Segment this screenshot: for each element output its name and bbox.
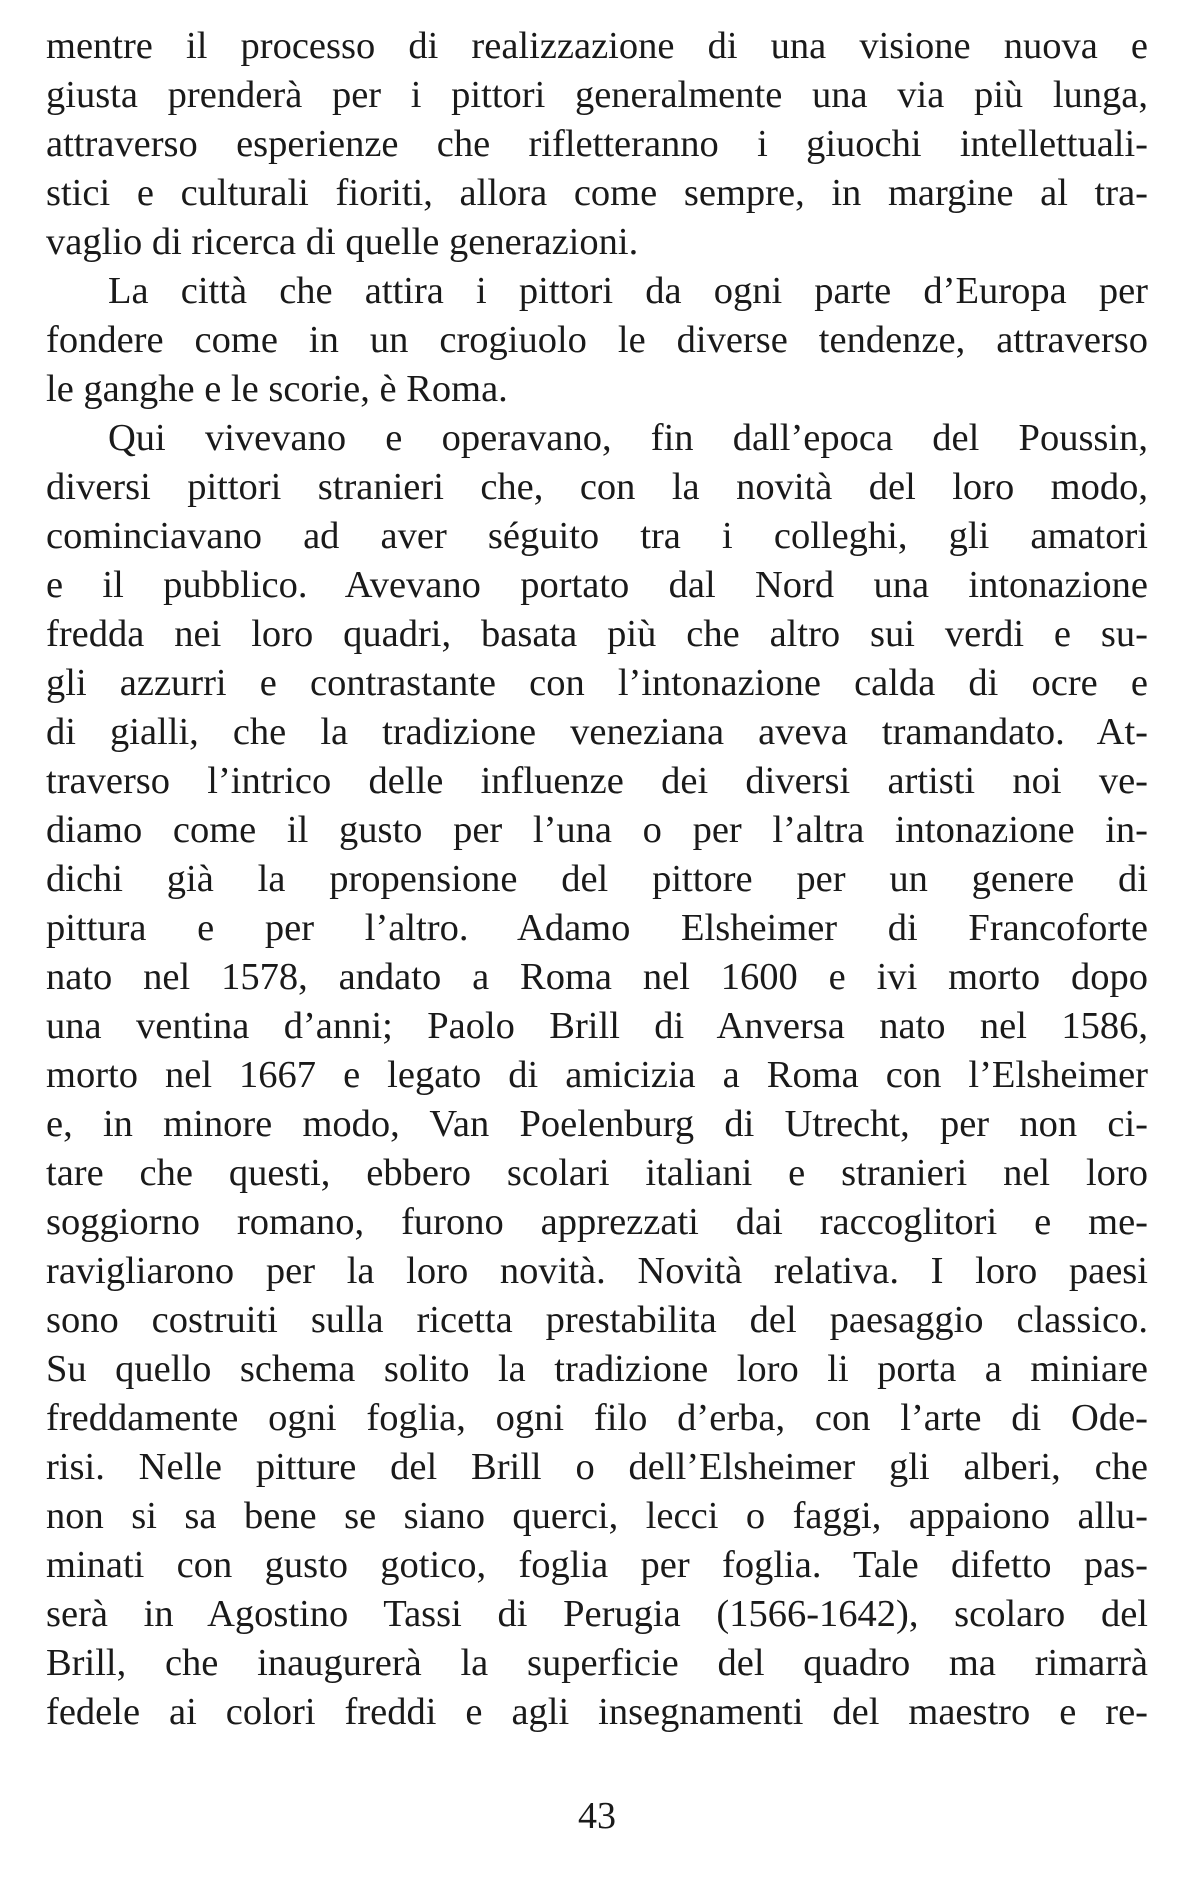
text-line: e il pubblico. Avevano portato dal Nord una intonazione [46, 564, 1148, 606]
text-line: nato nel 1578, andato a Roma nel 1600 e ivi morto dopo [46, 956, 1148, 998]
text-line: stici e culturali fioriti, allora come sempre, in margine al tra- [46, 172, 1148, 214]
text-line: pittura e per l’altro. Adamo Elsheimer di Francoforte [46, 907, 1148, 949]
text-line: fedele ai colori freddi e agli insegnamenti del maestro e re- [46, 1691, 1148, 1733]
text-line: diamo come il gusto per l’una o per l’altra intonazione in- [46, 809, 1148, 851]
text-line: tare che questi, ebbero scolari italiani e stranieri nel loro [46, 1152, 1148, 1194]
text-line: non si sa bene se siano querci, lecci o faggi, appaiono allu- [46, 1495, 1148, 1537]
body-text [46, 22, 1148, 1737]
text-line: traverso l’intrico delle influenze dei diversi artisti noi ve- [46, 760, 1148, 802]
text-line: soggiorno romano, furono apprezzati dai raccoglitori e me- [46, 1201, 1148, 1243]
text-line: attraverso esperienze che rifletteranno i giuochi intellettuali- [46, 123, 1148, 165]
text-line: Brill, che inaugurerà la superficie del quadro ma rimarrà [46, 1642, 1148, 1684]
text-line: dichi già la propensione del pittore per un genere di [46, 858, 1148, 900]
text-line: cominciavano ad aver séguito tra i colleghi, gli amatori [46, 515, 1148, 557]
paragraph [46, 22, 1148, 267]
text-line: di gialli, che la tradizione veneziana aveva tramandato. At- [46, 711, 1148, 753]
text-line: fondere come in un crogiuolo le diverse tendenze, attraverso [46, 319, 1148, 361]
page-number: 43 [578, 1795, 616, 1837]
text-line: serà in Agostino Tassi di Perugia (1566-1642), scolaro del [46, 1593, 1148, 1635]
paragraph [46, 414, 1148, 1737]
text-line: sono costruiti sulla ricetta prestabilita del paesaggio classico. [46, 1299, 1148, 1341]
text-line: Su quello schema solito la tradizione loro li porta a miniare [46, 1348, 1148, 1390]
text-line: e, in minore modo, Van Poelenburg di Utrecht, per non ci- [46, 1103, 1148, 1145]
text-line: gli azzurri e contrastante con l’intonazione calda di ocre e [46, 662, 1148, 704]
text-line: le ganghe e le scorie, è Roma. [46, 368, 508, 410]
text-line: una ventina d’anni; Paolo Brill di Anversa nato nel 1586, [46, 1005, 1148, 1047]
text-line: fredda nei loro quadri, basata più che altro sui verdi e su- [46, 613, 1148, 655]
text-line: Qui vivevano e operavano, fin dall’epoca del Poussin, [108, 417, 1148, 459]
text-line: La città che attira i pittori da ogni parte d’Europa per [108, 270, 1148, 312]
text-line: minati con gusto gotico, foglia per foglia. Tale difetto pas- [46, 1544, 1148, 1586]
text-line: risi. Nelle pitture del Brill o dell’Elsheimer gli alberi, che [46, 1446, 1148, 1488]
text-line: diversi pittori stranieri che, con la novità del loro modo, [46, 466, 1148, 508]
paragraph [46, 267, 1148, 414]
text-line: ravigliarono per la loro novità. Novità relativa. I loro paesi [46, 1250, 1148, 1292]
text-line: giusta prenderà per i pittori generalmente una via più lunga, [46, 74, 1148, 116]
text-line: mentre il processo di realizzazione di una visione nuova e [46, 25, 1148, 67]
text-line: morto nel 1667 e legato di amicizia a Roma con l’Elsheimer [46, 1054, 1148, 1096]
text-line: freddamente ogni foglia, ogni filo d’erba, con l’arte di Ode- [46, 1397, 1148, 1439]
text-line: vaglio di ricerca di quelle generazioni. [46, 221, 639, 263]
